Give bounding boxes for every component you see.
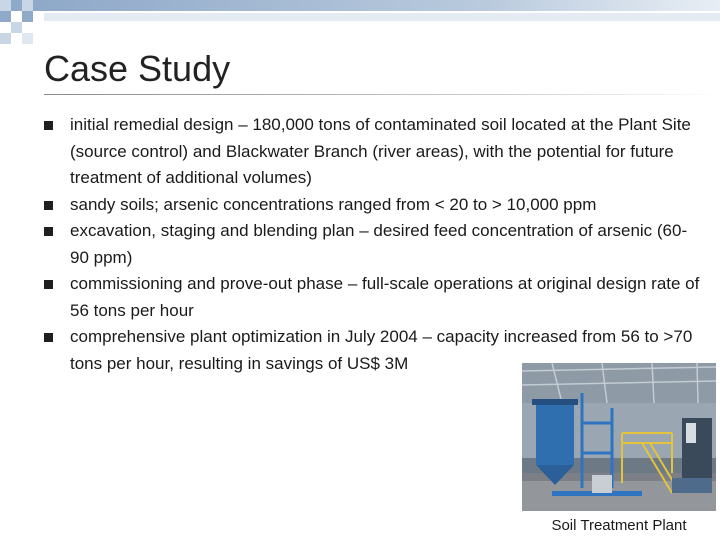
list-item xyxy=(44,271,704,324)
bullet-text: sandy soils; arsenic concentrations ranged from < 20 to > 10,000 ppm xyxy=(70,194,597,214)
square-bullet-icon xyxy=(44,227,53,236)
bullet-text: excavation, staging and blending plan – desired feed concentration of arsenic (60-90 ppm) xyxy=(70,221,688,267)
photo-caption: Soil Treatment Plant xyxy=(551,517,687,534)
list-item xyxy=(44,218,704,271)
bullet-text: comprehensive plant optimization in July 2004 – capacity increased from 56 to >70 tons per hour, resulting in savings of US$ 3M xyxy=(70,327,693,373)
square-bullet-icon xyxy=(44,333,53,342)
square-bullet-icon xyxy=(44,280,53,289)
bullet-text: initial remedial design – 180,000 tons of contaminated soil located at the Plant Site (source control) and Blackwater Branch (river areas), with the potential for future treatment of additional volumes) xyxy=(70,115,691,187)
plant-photo xyxy=(522,363,716,511)
list-item xyxy=(44,192,704,219)
title-divider xyxy=(44,94,720,95)
bullet-text: commissioning and prove-out phase – full-scale operations at original design rate of 56 tons per hour xyxy=(70,274,700,320)
list-item xyxy=(44,112,704,192)
header-checker-band xyxy=(0,0,720,44)
square-bullet-icon xyxy=(44,201,53,210)
slide-title: Case Study xyxy=(44,48,231,89)
bullet-list xyxy=(44,112,704,377)
square-bullet-icon xyxy=(44,121,53,130)
